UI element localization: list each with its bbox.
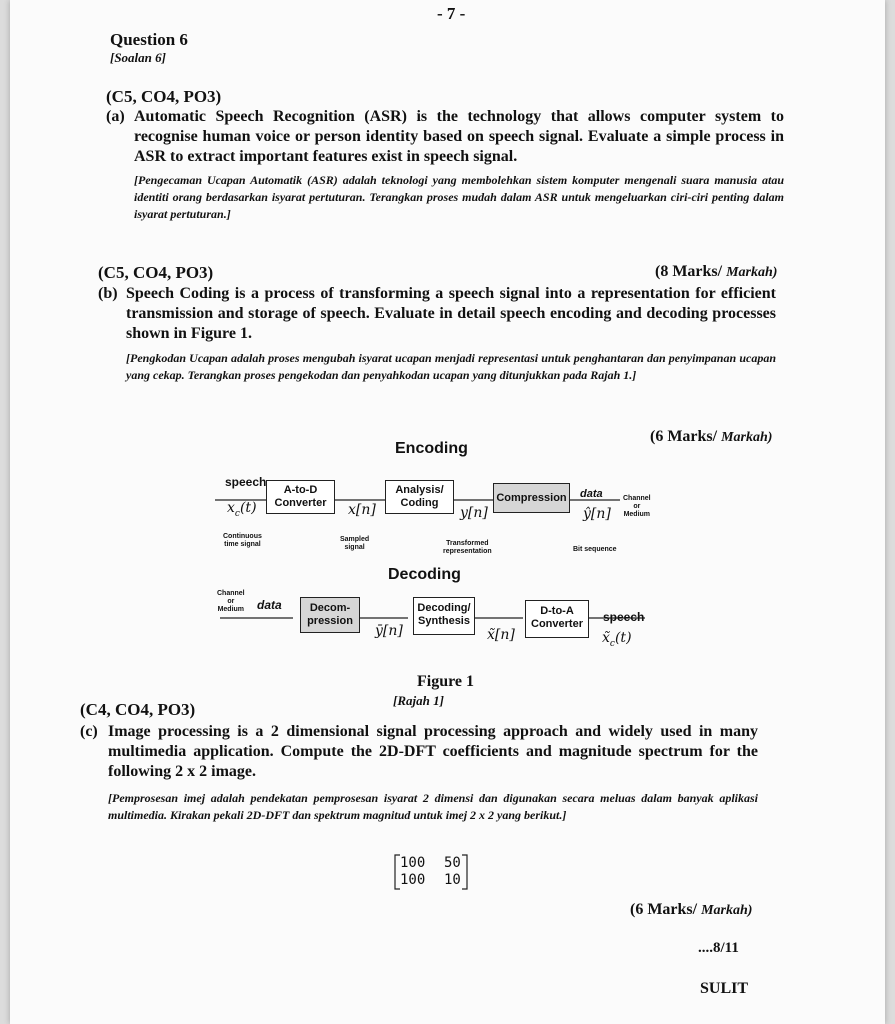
analysis-coding-box: Analysis/ Coding — [385, 480, 454, 514]
enc-xn-symbol: x[n] — [348, 502, 376, 518]
part-b-marks: (6 Marks/ Markah) — [650, 428, 773, 445]
figure-caption-malay: [Rajah 1] — [393, 693, 444, 708]
dec-ybar-symbol: ȳ[n] — [375, 623, 403, 639]
decoding-title: Decoding — [388, 566, 461, 583]
page-continue: ....8/11 — [698, 940, 739, 956]
matrix-cell-00: 100 — [400, 855, 426, 871]
part-a-malay: [Pengecaman Ucapan Automatik (ASR) adalah teknologi yang membolehkan sistem komputer mengenali suara manusia atau identiti orang berdasarkan isyarat pertuturan. Terangkan proses mudah dalam ASR untuk mengeluarkan ciri-ciri penting dalam isyarat pertuturan.] — [134, 173, 784, 221]
sulit-label: SULIT — [700, 980, 749, 997]
enc-xc-symbol: $x_c(t)$ — [227, 500, 257, 519]
enc-note-continuous: Continuous time signal — [223, 533, 262, 548]
figure-caption: Figure 1 — [417, 673, 475, 690]
part-b-malay: [Pengkodan Ucapan adalah proses mengubah isyarat ucapan menjadi representasi untuk penghantaran dan penyimpanan ucapan yang cekap. Terangkan proses pengekodan dan penyahkodan ucapan yang ditunjukkan pada Rajah 1.] — [126, 351, 776, 382]
dec-speech-label: speech — [603, 610, 645, 624]
dec-xbar-symbol: x̃[n] — [487, 627, 515, 643]
enc-note-sampled: Sampled signal — [340, 536, 370, 551]
part-a-text: Automatic Speech Recognition (ASR) is the technology that allows computer system to recognise human voice or person identity based on speech signal. Evaluate a simple process in ASR to extract important features exist in speech signal. — [134, 108, 784, 165]
enc-channel-label: Channel or Medium — [623, 495, 651, 518]
part-b-text: Speech Coding is a process of transforming a speech signal into a representation for efficient transmission and storage of speech. Evaluate in detail speech encoding and decoding processes shown in Figure 1. — [126, 285, 776, 342]
enc-note-bitsequence: Bit sequence — [573, 546, 617, 553]
part-b-code: (C5, CO4, PO3) — [98, 263, 214, 282]
question-title: Question 6 — [110, 30, 188, 49]
enc-yn-symbol: y[n] — [460, 505, 488, 521]
dec-data-label: data — [257, 598, 282, 612]
dec-channel-label: Channel or Medium — [217, 590, 245, 613]
exam-page — [10, 0, 885, 1024]
part-c-text: Image processing is a 2 dimensional signal processing approach and widely used in many multimedia application. Compute the 2D-DFT coefficients and magnitude spectrum for the following 2 x 2 image. — [108, 723, 758, 780]
matrix-cell-11: 10 — [444, 872, 461, 888]
matrix-cell-10: 100 — [400, 872, 426, 888]
enc-data-label: data — [580, 488, 603, 500]
encoding-title: Encoding — [395, 440, 468, 457]
matrix-cell-01: 50 — [444, 855, 461, 871]
enc-yhat-symbol: ŷ[n] — [583, 506, 611, 522]
part-b-label: (b) — [98, 285, 118, 302]
d-to-a-converter-box: D-to-A Converter — [525, 600, 589, 638]
page-number: - 7 - — [437, 4, 466, 23]
dec-xct-symbol: $x̃_c(t)$ — [602, 630, 632, 649]
part-a-label: (a) — [106, 108, 125, 125]
decoding-synthesis-box: Decoding/ Synthesis — [413, 597, 475, 635]
part-a-code: (C5, CO4, PO3) — [106, 87, 222, 106]
part-c-code: (C4, CO4, PO3) — [80, 700, 196, 719]
part-c-marks: (6 Marks/ Markah) — [630, 901, 753, 918]
part-c-malay: [Pemprosesan imej adalah pendekatan pemprosesan isyarat 2 dimensi dan digunakan secara meluas dalam banyak aplikasi multimedia. Kirakan pekali 2D-DFT dan spektrum magnitud untuk imej 2 x 2 yang berikut.] — [108, 791, 758, 822]
compression-box: Compression — [493, 483, 570, 513]
diagram-connectors — [205, 430, 665, 690]
enc-speech-label: speech — [225, 475, 267, 489]
part-a-marks: (8 Marks/ Markah) — [655, 263, 778, 280]
part-c-label: (c) — [80, 723, 98, 740]
enc-note-transformed: Transformed representation — [443, 540, 492, 555]
decompression-box: Decom- pression — [300, 597, 360, 633]
figure-1-diagram — [205, 430, 665, 690]
a-to-d-converter-box: A-to-D Converter — [266, 480, 335, 514]
question-subtitle: [Soalan 6] — [110, 50, 166, 65]
